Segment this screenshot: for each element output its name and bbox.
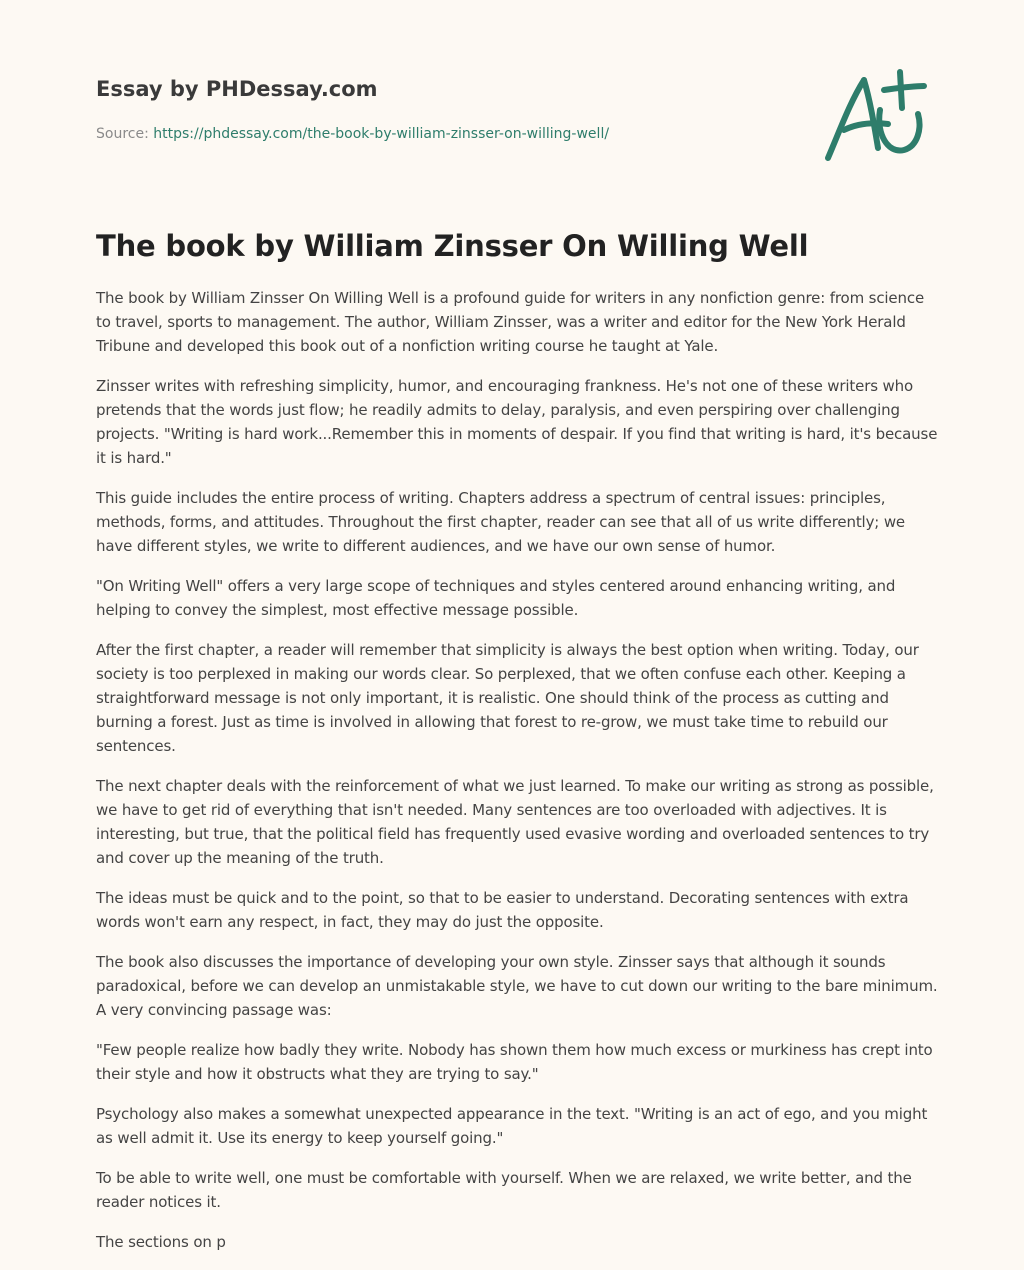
paragraph: Zinsser writes with refreshing simplicity, humor, and encouraging frankness. He's not one of these writers who pretends that the words just flow; he readily admits to delay, paralysis, and even perspiring over challenging projects. "Writing is hard work...Remember this in moments of despair. If you find that writing is hard, it's because it is hard." xyxy=(96,377,938,467)
paragraph: This guide includes the entire process of writing. Chapters address a spectrum of central issues: principles, methods, forms, and attitudes. Throughout the first chapter, reader can see that all of us write differently; we have different styles, we write to different audiences, and we have our own sense of humor. xyxy=(96,489,906,555)
source-link[interactable]: https://phdessay.com/the-book-by-william-zinsser-on-willing-well/ xyxy=(153,126,610,142)
site-brand: Essay by PHDessay.com xyxy=(96,77,378,101)
paragraph: "Few people realize how badly they write. Nobody has shown them how much excess or murkiness has crept into their style and how it obstructs what they are trying to say." xyxy=(96,1041,933,1083)
page-header xyxy=(96,74,796,144)
paragraph: To be able to write well, one must be comfortable with yourself. When we are relaxed, we write better, and the reader notices it. xyxy=(96,1169,912,1211)
paragraph: The book by William Zinsser On Willing Well is a profound guide for writers in any nonfiction genre: from science to travel, sports to management. The author, William Zinsser, was a writer and editor for the New York Herald Tribune and developed this book out of a nonfiction writing course he taught at Yale. xyxy=(96,289,925,355)
paragraph: Psychology also makes a somewhat unexpected appearance in the text. "Writing is an act of ego, and you might as well admit it. Use its energy to keep yourself going." xyxy=(96,1105,928,1147)
paragraph: After the first chapter, a reader will remember that simplicity is always the best option when writing. Today, our society is too perplexed in making our words clear. So perplexed, that we often confuse each other. Keeping a straightforward message is not only important, it is realistic. One should think of the process as cutting and burning a forest. Just as time is involved in allowing that forest to re-grow, we must take time to rebuild our sentences. xyxy=(96,641,919,755)
paragraph-truncated: The sections on p xyxy=(96,1233,226,1251)
article-title: The book by William Zinsser On Willing Well xyxy=(96,229,809,263)
article xyxy=(96,226,938,1270)
a-plus-logo-icon xyxy=(818,64,930,168)
paragraph: The next chapter deals with the reinforcement of what we just learned. To make our writing as strong as possible, we have to get rid of everything that isn't needed. Many sentences are too overloaded with adjectives. It is interesting, but true, that the political field has frequently used evasive wording and overloaded sentences to try and cover up the meaning of the truth. xyxy=(96,777,934,867)
paragraph: The ideas must be quick and to the point, so that to be easier to understand. Decorating sentences with extra words won't earn any respect, in fact, they may do just the opposite. xyxy=(96,889,909,931)
paragraph: "On Writing Well" offers a very large scope of techniques and styles centered around enhancing writing, and helping to convey the simplest, most effective message possible. xyxy=(96,577,896,619)
paragraph: The book also discusses the importance of developing your own style. Zinsser says that although it sounds paradoxical, before we can develop an unmistakable style, we have to cut down our writing to the bare minimum. A very convincing passage was: xyxy=(96,953,938,1019)
source-line xyxy=(96,124,796,144)
source-label: Source: xyxy=(96,126,154,142)
